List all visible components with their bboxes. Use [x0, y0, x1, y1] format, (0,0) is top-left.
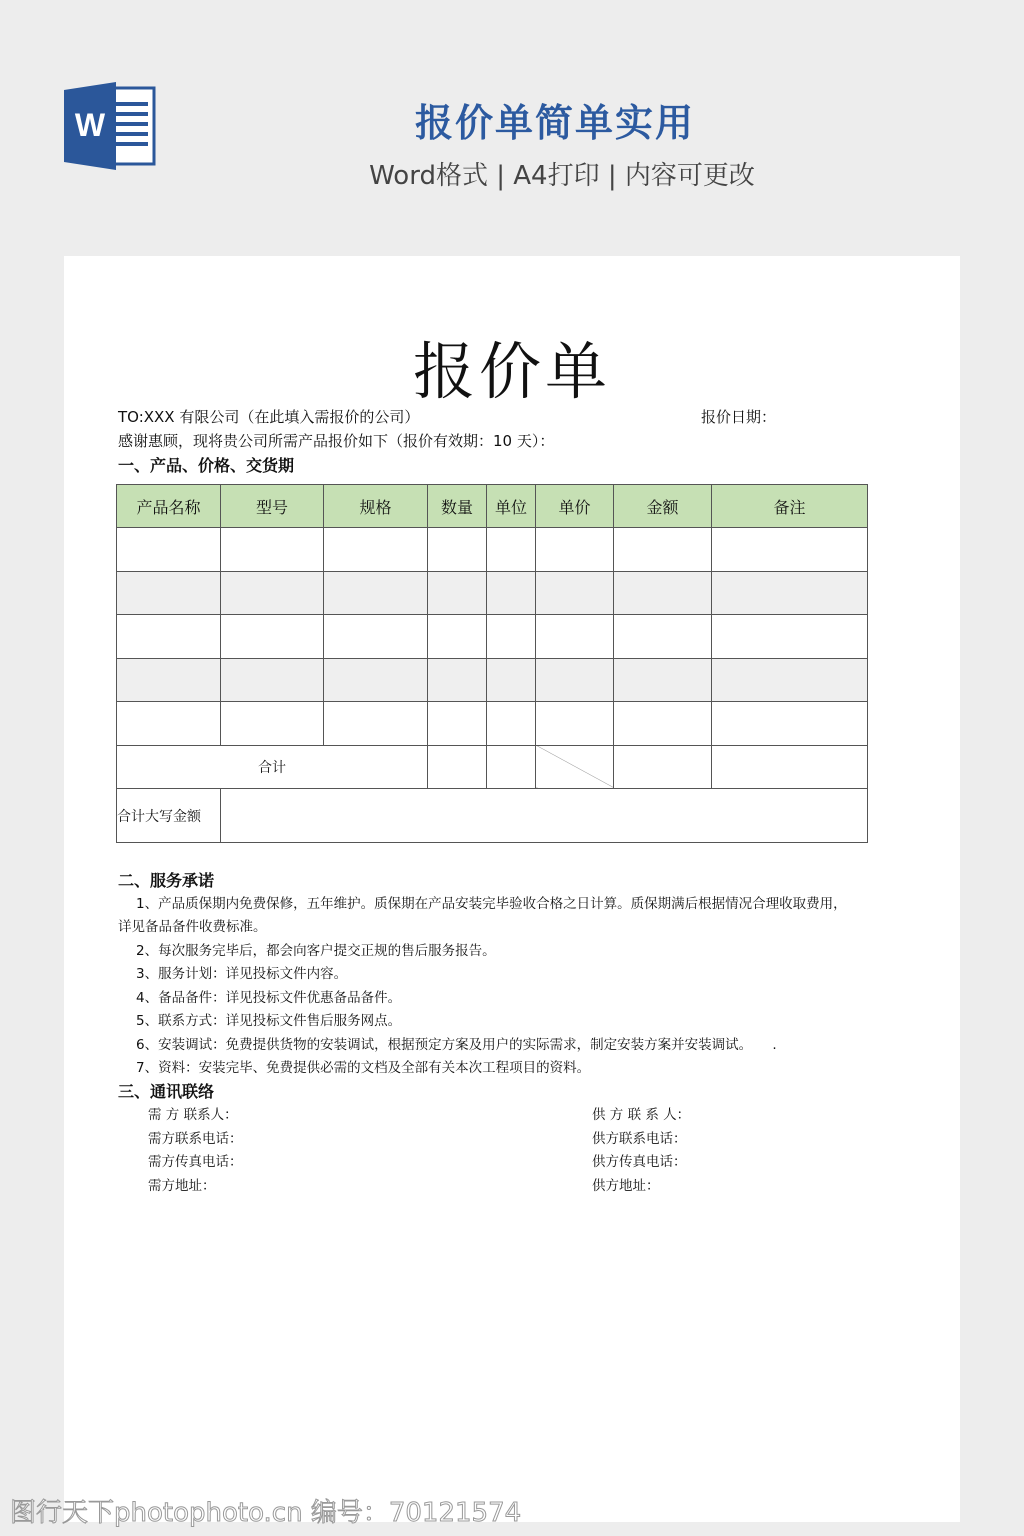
cell[interactable] — [428, 745, 487, 789]
cell[interactable] — [221, 528, 324, 572]
promise-item: 5、联系方式：详见投标文件售后服务网点。 — [136, 1013, 402, 1029]
promise-item: 7、资料：安装完毕、免费提供必需的文档及全部有关本次工程项目的资料。 — [136, 1060, 591, 1076]
buyer-contact: 需 方 联系人： — [148, 1107, 238, 1123]
buyer-phone: 需方联系电话： — [148, 1131, 243, 1147]
cell[interactable] — [487, 658, 536, 702]
cell[interactable] — [117, 702, 221, 746]
table-row — [117, 528, 868, 572]
cell[interactable] — [324, 571, 428, 615]
seller-fax: 供方传真电话： — [592, 1154, 687, 1170]
cell[interactable] — [536, 571, 614, 615]
cell[interactable] — [712, 528, 868, 572]
cell[interactable] — [117, 615, 221, 659]
cell[interactable] — [324, 615, 428, 659]
cell[interactable] — [712, 615, 868, 659]
promise-item: 3、服务计划：详见投标文件内容。 — [136, 966, 348, 982]
cell[interactable] — [428, 615, 487, 659]
table-row — [117, 615, 868, 659]
header-cell: 金额 — [614, 485, 712, 528]
cell[interactable] — [487, 571, 536, 615]
cell[interactable] — [536, 702, 614, 746]
total-label: 合计 — [117, 745, 428, 789]
cell[interactable] — [536, 615, 614, 659]
thanks-line: 感谢惠顾，现将贵公司所需产品报价如下（报价有效期：10 天）： — [118, 432, 555, 450]
cell[interactable] — [614, 615, 712, 659]
document-page — [64, 256, 960, 1522]
header-cell: 单价 — [536, 485, 614, 528]
header-cell: 产品名称 — [117, 485, 221, 528]
cell[interactable] — [221, 571, 324, 615]
quote-table — [116, 484, 868, 843]
cell[interactable] — [614, 702, 712, 746]
total-caps-label: 合计大写金额 — [117, 789, 221, 843]
cell[interactable] — [221, 615, 324, 659]
seller-address: 供方地址： — [592, 1178, 660, 1194]
cell[interactable] — [428, 528, 487, 572]
header-cell: 备注 — [712, 485, 868, 528]
section-2-heading: 二、服务承诺 — [118, 871, 215, 890]
cell[interactable] — [487, 528, 536, 572]
promise-item: 详见备品备件收费标准。 — [118, 919, 267, 935]
cell[interactable] — [712, 702, 868, 746]
cell[interactable] — [487, 745, 536, 789]
total-caps-row — [117, 789, 868, 843]
cell[interactable] — [536, 528, 614, 572]
cell[interactable] — [428, 571, 487, 615]
cell[interactable] — [712, 745, 868, 789]
svg-text:W: W — [74, 107, 106, 143]
cell[interactable] — [712, 571, 868, 615]
diagonal-cell — [536, 745, 614, 789]
to-line: TO:XXX 有限公司（在此填入需报价的公司） — [118, 408, 420, 426]
buyer-fax: 需方传真电话： — [148, 1154, 243, 1170]
promise-item: 1、产品质保期内免费保修，五年维护。质保期在产品安装完毕验收合格之日计算。质保期满后根据情况合理收取费用， — [136, 896, 847, 912]
section-1-heading: 一、产品、价格、交货期 — [118, 456, 295, 475]
table-row — [117, 571, 868, 615]
cell[interactable] — [324, 658, 428, 702]
cell[interactable] — [614, 745, 712, 789]
promise-item: 6、安装调试：免费提供货物的安装调试，根据预定方案及用户的实际需求，制定安装方案并安装调试。 . — [136, 1037, 777, 1053]
cell[interactable] — [614, 571, 712, 615]
cell[interactable] — [428, 702, 487, 746]
table-header-row — [117, 485, 868, 528]
header-subtitle: Word格式 | A4打印 | 内容可更改 — [369, 161, 755, 191]
promise-item: 4、备品备件：详见投标文件优惠备品备件。 — [136, 990, 402, 1006]
cell[interactable] — [614, 658, 712, 702]
header-cell: 型号 — [221, 485, 324, 528]
total-row — [117, 745, 868, 789]
cell[interactable] — [487, 702, 536, 746]
cell[interactable] — [536, 658, 614, 702]
table-row — [117, 658, 868, 702]
cell[interactable] — [117, 571, 221, 615]
cell[interactable] — [324, 528, 428, 572]
cell[interactable] — [324, 702, 428, 746]
header-title: 报价单简单实用 — [414, 101, 695, 145]
total-caps-value[interactable] — [221, 789, 868, 843]
cell[interactable] — [221, 702, 324, 746]
header-cell: 单位 — [487, 485, 536, 528]
cell[interactable] — [614, 528, 712, 572]
cell[interactable] — [221, 658, 324, 702]
section-3-heading: 三、通讯联络 — [118, 1082, 215, 1101]
header-cell: 规格 — [324, 485, 428, 528]
seller-contact: 供 方 联 系 人： — [592, 1107, 691, 1123]
seller-phone: 供方联系电话： — [592, 1131, 687, 1147]
date-label: 报价日期： — [701, 408, 777, 426]
promise-item: 2、每次服务完毕后，都会向客户提交正规的售后服务报告。 — [136, 943, 496, 959]
buyer-address: 需方地址： — [148, 1178, 216, 1194]
cell[interactable] — [117, 658, 221, 702]
header-cell: 数量 — [428, 485, 487, 528]
document-title: 报价单 — [412, 335, 611, 408]
cell[interactable] — [428, 658, 487, 702]
cell[interactable] — [712, 658, 868, 702]
watermark: 图行天下photophoto.cn 编号：70121574 — [10, 1498, 522, 1528]
cell[interactable] — [487, 615, 536, 659]
cell[interactable] — [117, 528, 221, 572]
table-row — [117, 702, 868, 746]
